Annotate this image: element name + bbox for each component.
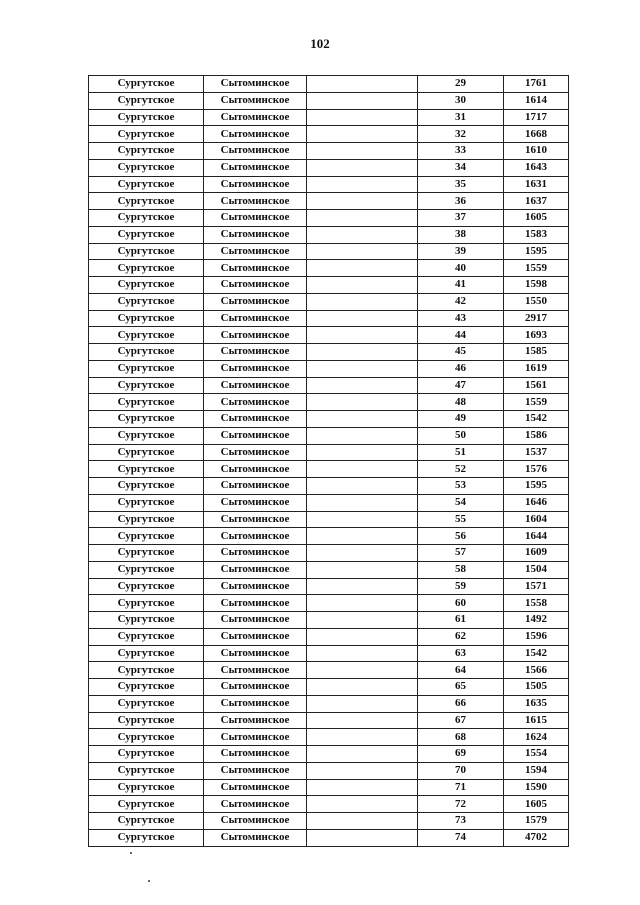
table-row [89, 327, 569, 344]
table-row [89, 662, 569, 679]
table-row [89, 344, 569, 361]
table-row [89, 545, 569, 562]
district-cell: Сургутское [89, 143, 204, 160]
district-cell: Сургутское [89, 695, 204, 712]
value-cell: 1717 [504, 109, 569, 126]
value-cell: 1637 [504, 193, 569, 210]
blank-cell [307, 143, 418, 160]
settlement-cell: Сытоминское [204, 344, 307, 361]
blank-cell [307, 109, 418, 126]
value-cell: 1542 [504, 411, 569, 428]
number-cell: 61 [418, 612, 504, 629]
table-row [89, 829, 569, 846]
settlement-cell: Сытоминское [204, 444, 307, 461]
value-cell: 1558 [504, 595, 569, 612]
district-cell: Сургутское [89, 612, 204, 629]
district-cell: Сургутское [89, 662, 204, 679]
blank-cell [307, 210, 418, 227]
blank-cell [307, 226, 418, 243]
settlement-cell: Сытоминское [204, 327, 307, 344]
settlement-cell: Сытоминское [204, 159, 307, 176]
settlement-cell: Сытоминское [204, 779, 307, 796]
table-row [89, 92, 569, 109]
district-cell: Сургутское [89, 260, 204, 277]
table-row [89, 210, 569, 227]
number-cell: 57 [418, 545, 504, 562]
settlement-cell: Сытоминское [204, 762, 307, 779]
table-row [89, 109, 569, 126]
number-cell: 73 [418, 813, 504, 830]
number-cell: 33 [418, 143, 504, 160]
number-cell: 34 [418, 159, 504, 176]
district-cell: Сургутское [89, 293, 204, 310]
value-cell: 1609 [504, 545, 569, 562]
value-cell: 1504 [504, 561, 569, 578]
district-cell: Сургутское [89, 729, 204, 746]
value-cell: 1605 [504, 796, 569, 813]
number-cell: 68 [418, 729, 504, 746]
table-body [89, 76, 569, 847]
number-cell: 55 [418, 511, 504, 528]
blank-cell [307, 679, 418, 696]
value-cell: 1624 [504, 729, 569, 746]
table-row [89, 729, 569, 746]
settlement-cell: Сытоминское [204, 595, 307, 612]
table-row [89, 478, 569, 495]
settlement-cell: Сытоминское [204, 645, 307, 662]
blank-cell [307, 478, 418, 495]
settlement-cell: Сытоминское [204, 411, 307, 428]
table-row [89, 293, 569, 310]
table-row [89, 628, 569, 645]
settlement-cell: Сытоминское [204, 695, 307, 712]
number-cell: 54 [418, 494, 504, 511]
number-cell: 46 [418, 360, 504, 377]
table-row [89, 394, 569, 411]
table-row [89, 76, 569, 93]
scan-speck [148, 880, 150, 882]
blank-cell [307, 444, 418, 461]
settlement-cell: Сытоминское [204, 478, 307, 495]
settlement-cell: Сытоминское [204, 260, 307, 277]
table-row [89, 243, 569, 260]
number-cell: 47 [418, 377, 504, 394]
settlement-cell: Сытоминское [204, 746, 307, 763]
settlement-cell: Сытоминское [204, 360, 307, 377]
settlement-cell: Сытоминское [204, 813, 307, 830]
settlement-cell: Сытоминское [204, 176, 307, 193]
table-row [89, 360, 569, 377]
number-cell: 65 [418, 679, 504, 696]
district-cell: Сургутское [89, 628, 204, 645]
table-row [89, 226, 569, 243]
blank-cell [307, 176, 418, 193]
value-cell: 1554 [504, 746, 569, 763]
number-cell: 74 [418, 829, 504, 846]
number-cell: 38 [418, 226, 504, 243]
value-cell: 1542 [504, 645, 569, 662]
number-cell: 41 [418, 277, 504, 294]
district-cell: Сургутское [89, 829, 204, 846]
value-cell: 2917 [504, 310, 569, 327]
district-cell: Сургутское [89, 494, 204, 511]
district-cell: Сургутское [89, 344, 204, 361]
table-row [89, 712, 569, 729]
district-cell: Сургутское [89, 528, 204, 545]
value-cell: 1635 [504, 695, 569, 712]
blank-cell [307, 394, 418, 411]
number-cell: 60 [418, 595, 504, 612]
number-cell: 71 [418, 779, 504, 796]
district-cell: Сургутское [89, 461, 204, 478]
blank-cell [307, 561, 418, 578]
value-cell: 1614 [504, 92, 569, 109]
table-row [89, 679, 569, 696]
number-cell: 58 [418, 561, 504, 578]
blank-cell [307, 293, 418, 310]
district-cell: Сургутское [89, 796, 204, 813]
settlement-cell: Сытоминское [204, 243, 307, 260]
settlement-cell: Сытоминское [204, 76, 307, 93]
number-cell: 59 [418, 578, 504, 595]
table-row [89, 561, 569, 578]
blank-cell [307, 779, 418, 796]
table-row [89, 193, 569, 210]
value-cell: 4702 [504, 829, 569, 846]
district-cell: Сургутское [89, 561, 204, 578]
value-cell: 1631 [504, 176, 569, 193]
value-cell: 1576 [504, 461, 569, 478]
blank-cell [307, 360, 418, 377]
blank-cell [307, 411, 418, 428]
value-cell: 1579 [504, 813, 569, 830]
number-cell: 72 [418, 796, 504, 813]
value-cell: 1586 [504, 427, 569, 444]
value-cell: 1505 [504, 679, 569, 696]
blank-cell [307, 628, 418, 645]
table-row [89, 461, 569, 478]
value-cell: 1605 [504, 210, 569, 227]
data-table [88, 75, 569, 847]
number-cell: 44 [418, 327, 504, 344]
blank-cell [307, 746, 418, 763]
value-cell: 1550 [504, 293, 569, 310]
district-cell: Сургутское [89, 645, 204, 662]
number-cell: 39 [418, 243, 504, 260]
blank-cell [307, 427, 418, 444]
table-row [89, 578, 569, 595]
blank-cell [307, 310, 418, 327]
district-cell: Сургутское [89, 578, 204, 595]
district-cell: Сургутское [89, 779, 204, 796]
district-cell: Сургутское [89, 444, 204, 461]
table-row [89, 746, 569, 763]
district-cell: Сургутское [89, 377, 204, 394]
number-cell: 53 [418, 478, 504, 495]
number-cell: 70 [418, 762, 504, 779]
blank-cell [307, 813, 418, 830]
table-row [89, 511, 569, 528]
settlement-cell: Сытоминское [204, 578, 307, 595]
blank-cell [307, 243, 418, 260]
number-cell: 32 [418, 126, 504, 143]
number-cell: 45 [418, 344, 504, 361]
blank-cell [307, 729, 418, 746]
district-cell: Сургутское [89, 310, 204, 327]
value-cell: 1561 [504, 377, 569, 394]
value-cell: 1559 [504, 260, 569, 277]
settlement-cell: Сытоминское [204, 461, 307, 478]
table-row [89, 176, 569, 193]
blank-cell [307, 595, 418, 612]
settlement-cell: Сытоминское [204, 612, 307, 629]
value-cell: 1610 [504, 143, 569, 160]
blank-cell [307, 126, 418, 143]
number-cell: 67 [418, 712, 504, 729]
value-cell: 1585 [504, 344, 569, 361]
number-cell: 35 [418, 176, 504, 193]
value-cell: 1595 [504, 243, 569, 260]
table-row [89, 444, 569, 461]
settlement-cell: Сытоминское [204, 310, 307, 327]
number-cell: 31 [418, 109, 504, 126]
value-cell: 1644 [504, 528, 569, 545]
blank-cell [307, 344, 418, 361]
district-cell: Сургутское [89, 746, 204, 763]
number-cell: 43 [418, 310, 504, 327]
blank-cell [307, 762, 418, 779]
blank-cell [307, 461, 418, 478]
district-cell: Сургутское [89, 109, 204, 126]
table-row [89, 277, 569, 294]
value-cell: 1594 [504, 762, 569, 779]
settlement-cell: Сытоминское [204, 829, 307, 846]
table-row [89, 159, 569, 176]
value-cell: 1598 [504, 277, 569, 294]
district-cell: Сургутское [89, 545, 204, 562]
table-row [89, 494, 569, 511]
blank-cell [307, 159, 418, 176]
blank-cell [307, 578, 418, 595]
number-cell: 29 [418, 76, 504, 93]
blank-cell [307, 494, 418, 511]
blank-cell [307, 327, 418, 344]
settlement-cell: Сытоминское [204, 545, 307, 562]
number-cell: 69 [418, 746, 504, 763]
value-cell: 1761 [504, 76, 569, 93]
number-cell: 37 [418, 210, 504, 227]
number-cell: 42 [418, 293, 504, 310]
district-cell: Сургутское [89, 427, 204, 444]
table-row [89, 779, 569, 796]
value-cell: 1668 [504, 126, 569, 143]
blank-cell [307, 796, 418, 813]
blank-cell [307, 612, 418, 629]
blank-cell [307, 193, 418, 210]
value-cell: 1492 [504, 612, 569, 629]
settlement-cell: Сытоминское [204, 628, 307, 645]
value-cell: 1559 [504, 394, 569, 411]
number-cell: 52 [418, 461, 504, 478]
blank-cell [307, 377, 418, 394]
settlement-cell: Сытоминское [204, 394, 307, 411]
district-cell: Сургутское [89, 277, 204, 294]
number-cell: 30 [418, 92, 504, 109]
settlement-cell: Сытоминское [204, 729, 307, 746]
district-cell: Сургутское [89, 411, 204, 428]
district-cell: Сургутское [89, 360, 204, 377]
number-cell: 62 [418, 628, 504, 645]
table-row [89, 796, 569, 813]
value-cell: 1643 [504, 159, 569, 176]
table-row [89, 762, 569, 779]
value-cell: 1693 [504, 327, 569, 344]
value-cell: 1595 [504, 478, 569, 495]
district-cell: Сургутское [89, 210, 204, 227]
settlement-cell: Сытоминское [204, 210, 307, 227]
number-cell: 48 [418, 394, 504, 411]
table-row [89, 595, 569, 612]
district-cell: Сургутское [89, 595, 204, 612]
scan-speck [130, 852, 132, 854]
number-cell: 64 [418, 662, 504, 679]
table-row [89, 645, 569, 662]
settlement-cell: Сытоминское [204, 679, 307, 696]
settlement-cell: Сытоминское [204, 712, 307, 729]
settlement-cell: Сытоминское [204, 494, 307, 511]
settlement-cell: Сытоминское [204, 193, 307, 210]
value-cell: 1571 [504, 578, 569, 595]
value-cell: 1615 [504, 712, 569, 729]
district-cell: Сургутское [89, 394, 204, 411]
table-row [89, 126, 569, 143]
settlement-cell: Сытоминское [204, 143, 307, 160]
blank-cell [307, 695, 418, 712]
settlement-cell: Сытоминское [204, 511, 307, 528]
page-number: 102 [310, 36, 330, 51]
table-row [89, 260, 569, 277]
blank-cell [307, 76, 418, 93]
settlement-cell: Сытоминское [204, 796, 307, 813]
blank-cell [307, 545, 418, 562]
value-cell: 1590 [504, 779, 569, 796]
number-cell: 63 [418, 645, 504, 662]
value-cell: 1566 [504, 662, 569, 679]
district-cell: Сургутское [89, 76, 204, 93]
district-cell: Сургутское [89, 243, 204, 260]
value-cell: 1596 [504, 628, 569, 645]
settlement-cell: Сытоминское [204, 293, 307, 310]
district-cell: Сургутское [89, 159, 204, 176]
number-cell: 66 [418, 695, 504, 712]
table-row [89, 377, 569, 394]
value-cell: 1583 [504, 226, 569, 243]
blank-cell [307, 712, 418, 729]
blank-cell [307, 662, 418, 679]
settlement-cell: Сытоминское [204, 427, 307, 444]
settlement-cell: Сытоминское [204, 528, 307, 545]
district-cell: Сургутское [89, 327, 204, 344]
settlement-cell: Сытоминское [204, 109, 307, 126]
table-row [89, 411, 569, 428]
district-cell: Сургутское [89, 478, 204, 495]
district-cell: Сургутское [89, 193, 204, 210]
blank-cell [307, 260, 418, 277]
value-cell: 1604 [504, 511, 569, 528]
district-cell: Сургутское [89, 712, 204, 729]
number-cell: 40 [418, 260, 504, 277]
value-cell: 1537 [504, 444, 569, 461]
table-row [89, 695, 569, 712]
district-cell: Сургутское [89, 226, 204, 243]
table-row [89, 427, 569, 444]
number-cell: 50 [418, 427, 504, 444]
settlement-cell: Сытоминское [204, 126, 307, 143]
district-cell: Сургутское [89, 813, 204, 830]
blank-cell [307, 829, 418, 846]
settlement-cell: Сытоминское [204, 226, 307, 243]
number-cell: 49 [418, 411, 504, 428]
district-cell: Сургутское [89, 92, 204, 109]
table-row [89, 612, 569, 629]
table-row [89, 528, 569, 545]
district-cell: Сургутское [89, 126, 204, 143]
settlement-cell: Сытоминское [204, 377, 307, 394]
number-cell: 36 [418, 193, 504, 210]
value-cell: 1646 [504, 494, 569, 511]
table-row [89, 310, 569, 327]
settlement-cell: Сытоминское [204, 92, 307, 109]
settlement-cell: Сытоминское [204, 277, 307, 294]
settlement-cell: Сытоминское [204, 561, 307, 578]
table-row [89, 813, 569, 830]
district-cell: Сургутское [89, 762, 204, 779]
number-cell: 56 [418, 528, 504, 545]
blank-cell [307, 92, 418, 109]
blank-cell [307, 277, 418, 294]
blank-cell [307, 511, 418, 528]
table-row [89, 143, 569, 160]
district-cell: Сургутское [89, 176, 204, 193]
settlement-cell: Сытоминское [204, 662, 307, 679]
blank-cell [307, 645, 418, 662]
value-cell: 1619 [504, 360, 569, 377]
district-cell: Сургутское [89, 679, 204, 696]
district-cell: Сургутское [89, 511, 204, 528]
number-cell: 51 [418, 444, 504, 461]
blank-cell [307, 528, 418, 545]
